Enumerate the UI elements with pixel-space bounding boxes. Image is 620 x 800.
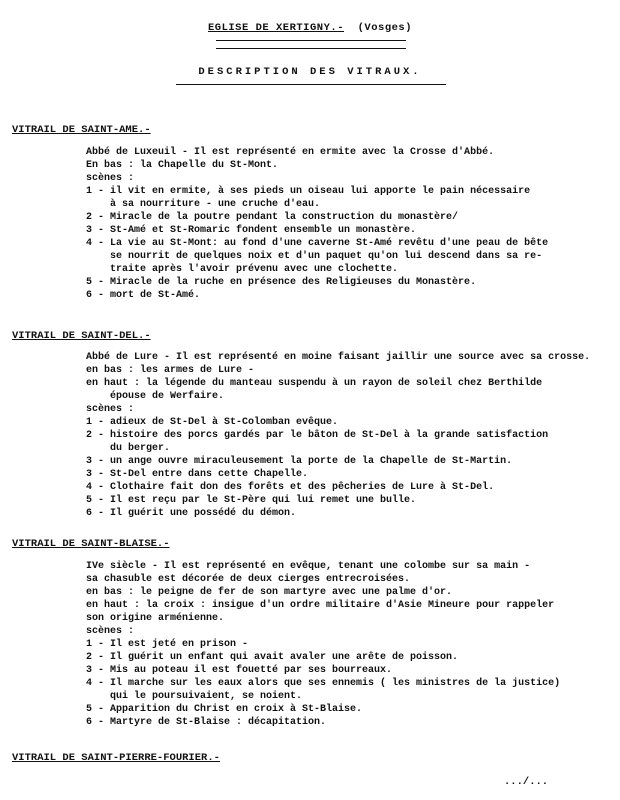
- text-line: 2 - Il guérit un enfant qui avait avaler une arête de poisson.: [86, 652, 459, 663]
- section-body-saint-ame: [86, 146, 606, 302]
- section-body-saint-blaise: [86, 560, 606, 729]
- text-line: 1 - Il est jeté en prison -: [86, 639, 249, 650]
- text-line: son origine arménienne.: [86, 613, 225, 624]
- region-name: (Vosges): [357, 22, 413, 34]
- text-line: 5 - Il est reçu par le St-Père qui lui remet une bulle.: [86, 495, 417, 506]
- text-line: à sa nourriture - une cruche d'eau.: [110, 199, 321, 210]
- text-line: 1 - il vit en ermite, à ses pieds un oiseau lui apporte le pain nécessaire: [86, 186, 531, 197]
- section-heading-saint-ame: VITRAIL DE SAINT-AME.-: [12, 124, 151, 136]
- text-line: 3 - Mis au poteau il est fouetté par ses bourreaux.: [86, 665, 393, 676]
- text-line: scènes :: [86, 626, 135, 637]
- text-line: 2 - Miracle de la poutre pendant la construction du monastère/: [86, 212, 459, 223]
- text-line: traite après l'avoir prévenu avec une clochette.: [110, 264, 399, 275]
- text-line: 6 - mort de St-Amé.: [86, 290, 201, 301]
- church-name: EGLISE DE XERTIGNY.-: [207, 22, 344, 34]
- text-line: du berger.: [110, 443, 171, 454]
- text-line: En bas : la Chapelle du St-Mont.: [86, 160, 279, 171]
- text-line: 4 - Clothaire fait don des forêts et des pêcheries de Lure à St-Del.: [86, 482, 495, 493]
- document-header: [0, 22, 620, 34]
- text-line: 4 - La vie au St-Mont: au fond d'une caverne St-Amé revêtu d'une peau de bête: [86, 238, 549, 249]
- continuation-mark: .../...: [504, 776, 549, 788]
- text-line: 4 - Il marche sur les eaux alors que ses ennemis ( les ministres de la justice): [86, 678, 561, 689]
- section-heading-saint-pierre-fourier: VITRAIL DE SAINT-PIERRE-FOURIER.-: [12, 752, 220, 764]
- text-line: 1 - adieux de St-Del à St-Colomban evêque.: [86, 417, 339, 428]
- text-line: 5 - Miracle de la ruche en présence des Religieuses du Monastère.: [86, 277, 477, 288]
- text-line: en bas : les armes de Lure -: [86, 365, 255, 376]
- text-line: en haut : la croix : insigue d'un ordre militaire d'Asie Mineure pour rappeler: [86, 600, 555, 611]
- text-line: Abbé de Luxeuil - Il est représenté en ermite avec la Crosse d'Abbé.: [86, 147, 495, 158]
- text-line: épouse de Werfaire.: [110, 391, 225, 402]
- section-heading-saint-blaise: VITRAIL DE SAINT-BLAISE.-: [12, 538, 170, 550]
- text-line: en haut : la légende du manteau suspendu à un rayon de soleil chez Berthilde: [86, 378, 543, 389]
- text-line: 3 - St-Del entre dans cette Chapelle.: [86, 469, 309, 480]
- text-line: Abbé de Lure - Il est représenté en moine faisant jaillir une source avec sa crosse.: [86, 352, 591, 363]
- text-line: scènes :: [86, 404, 135, 415]
- document-title: DESCRIPTION DES VITRAUX.: [198, 66, 422, 78]
- section-body-saint-del: [86, 351, 606, 520]
- text-line: en bas : le peigne de fer de son martyre avec une palme d'or.: [86, 587, 453, 598]
- text-line: 5 - Apparition du Christ en croix à St-Blaise.: [86, 704, 363, 715]
- text-line: se nourrit de quelques noix et d'un paquet qu'on lui descend dans sa re-: [110, 251, 543, 262]
- text-line: scènes :: [86, 173, 135, 184]
- text-line: sa chasuble est décorée de deux cierges entrecroisées.: [86, 574, 411, 585]
- text-line: 3 - St-Amé et St-Romaric fondent ensemble un monastère.: [86, 225, 417, 236]
- header-rule-top: [216, 40, 406, 41]
- text-line: IVe siècle - Il est représenté en evêque, tenant une colombe sur sa main -: [86, 561, 531, 572]
- title-underline: [176, 84, 446, 85]
- section-heading-saint-del: VITRAIL DE SAINT-DEL.-: [12, 330, 151, 342]
- text-line: 6 - Martyre de St-Blaise : décapitation.: [86, 717, 327, 728]
- text-line: 3 - un ange ouvre miraculeusement la porte de la Chapelle de St-Martin.: [86, 456, 513, 467]
- text-line: 2 - histoire des porcs gardés par le bâton de St-Del à la grande satisfaction: [86, 430, 549, 441]
- text-line: qui le poursuivaient, se noient.: [110, 691, 303, 702]
- header-rule-bottom: [216, 48, 406, 49]
- text-line: 6 - Il guérit une possédé du démon.: [86, 508, 297, 519]
